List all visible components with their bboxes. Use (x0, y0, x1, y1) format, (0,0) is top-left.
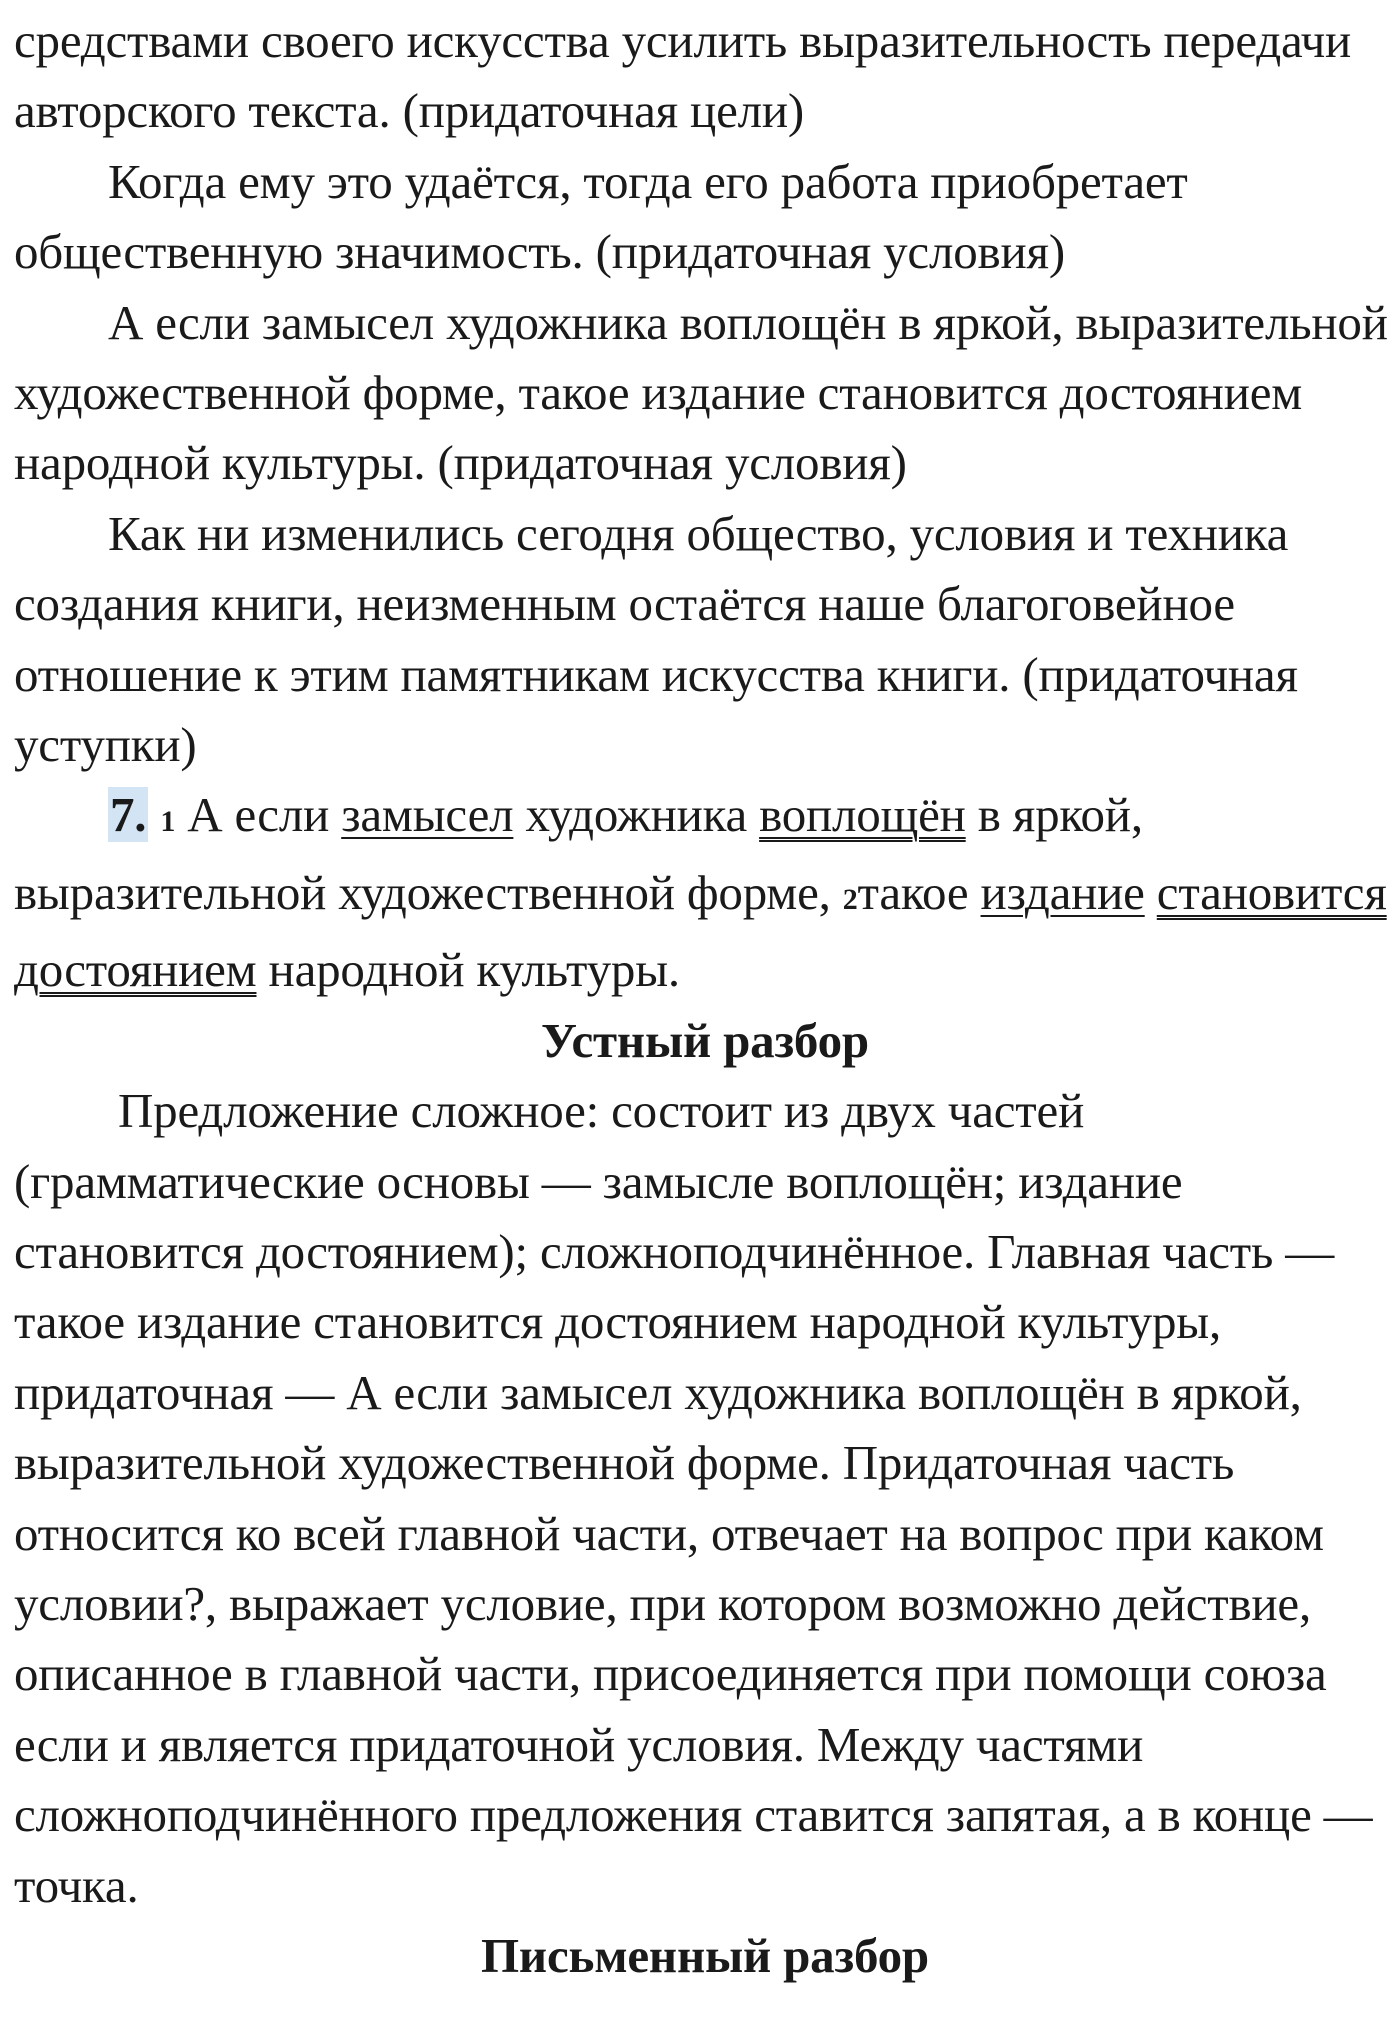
document-page (14, 6, 1396, 1991)
sentence-text: художника (525, 787, 748, 843)
oral-analysis-heading: Устный разбор (541, 1012, 869, 1068)
predicate-1: воплощён (759, 787, 966, 843)
sentence-text: народной культуры. (268, 942, 680, 998)
sentence-text: такое (857, 864, 969, 920)
subject-1: замысел (341, 787, 514, 843)
task-7-sentence (14, 780, 1396, 1005)
task-number: 7. (110, 787, 147, 843)
sentence-text: А если (187, 787, 330, 843)
paragraph-condition-clause-1: Когда ему это удаётся, тогда его работа приобретает общественную значимость. (придаточная условия) (14, 153, 1188, 280)
paragraph-condition-clause-2: А если замысел художника воплощён в яркой, выразительной художественной форме, такое издание становится достоянием народной культуры. (придаточная условия) (14, 294, 1388, 491)
paragraph-purpose-clause: средствами своего искусства усилить выразительность передачи авторского текста. (придаточная цели) (14, 13, 1352, 139)
sentence-text: в яркой, выразительной художественной форме, (14, 787, 1143, 920)
predicate-2: становится достоянием (14, 864, 1387, 998)
paragraph-concession-clause: Как ни изменились сегодня общество, условия и техника создания книги, неизменным остаётся наше благоговейное отношение к этим памятникам искусства книги. (придаточная уступки) (14, 505, 1298, 773)
written-analysis-heading: Письменный разбор (481, 1927, 929, 1983)
subject-2: издание (980, 864, 1145, 920)
part-marker-2: 2 (842, 882, 858, 916)
oral-analysis-text: Предложение сложное: состоит из двух частей (грамматические основы — замысле воплощён; издание становится достоянием); сложноподчинённое. Главная часть — такое издание становится достоянием народной культуры, придаточная — А если замысел художника воплощён в яркой, выразительной художественной форме. Придаточная часть относится ко всей главной части, отвечает на вопрос при каком условии?, выражает условие, при котором возможно действие, описанное в главной части, присоединяется при помощи союза если и является придаточной условия. Между частями сложноподчинённого предложения ставится запятая, а в конце — точка. (14, 1083, 1373, 1913)
part-marker-1: 1 (160, 805, 176, 839)
